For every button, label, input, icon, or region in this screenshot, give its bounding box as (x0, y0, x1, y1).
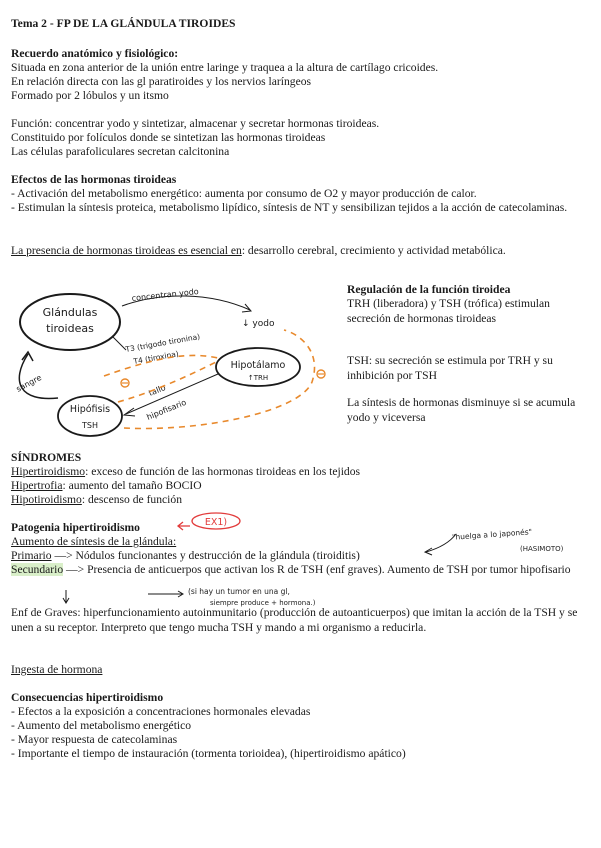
section-heading-efectos: Efectos de las hormonas tiroideas (11, 173, 177, 186)
sindrome-term: Hipertrofia (11, 479, 63, 492)
section-heading-consecuencias: Consecuencias hipertiroidismo (11, 691, 164, 704)
presencia-paragraph (11, 244, 571, 259)
section-heading-recuerdo: Recuerdo anatómico y fisiológico: (11, 47, 179, 60)
secundario-paragraph (11, 563, 595, 578)
aumento-line: Aumento de síntesis de la glándula: (11, 535, 177, 548)
text-paragraph: - Estimulan la síntesis proteica, metabolismo lipídico, síntesis de NT y sensibilizan tejidos a la acción de catecolaminas. (11, 201, 568, 214)
concentran-yodo-label: concentran yodo (131, 287, 200, 303)
feedback-loop-mid (104, 355, 218, 376)
ingesta-line: Ingesta de hormona (11, 663, 103, 676)
section-heading-regulacion: Regulación de la función tiroidea (347, 283, 511, 296)
tsh-label: TSH (82, 421, 98, 430)
tiroideas-label: tiroideas (46, 322, 94, 335)
list-item: - Importante el tiempo de instauración (tormenta torioidea), (hipertiroidismo apático) (11, 747, 406, 760)
section-heading-patogenia: Patogenia hipertiroidismo (11, 521, 140, 534)
text-line: En relación directa con las gl paratiroides y los nervios laríngeos (11, 75, 312, 88)
regulacion-paragraph: TRH (liberadora) y TSH (trófica) estimulan secreción de hormonas tiroideas (347, 297, 550, 325)
handwritten-note-huelga: "huelga a lo japonés" (451, 527, 533, 542)
hipofisis-node (58, 396, 122, 436)
handwritten-arrows (60, 588, 190, 608)
sindrome-desc: : aumento del tamaño BOCIO (62, 479, 202, 492)
text-line: Las células parafoliculares secretan calcitonina (11, 145, 230, 158)
handwritten-arrow (420, 530, 460, 556)
exam-badge-label: EX1) (204, 517, 228, 528)
t4-label: T4 (tiroxina) (132, 349, 180, 366)
sindrome-desc: : exceso de función de las hormonas tiroideas en los tejidos (85, 465, 361, 478)
thyroid-regulation-diagram (0, 282, 345, 447)
regulacion-paragraph: TSH: su secreción se estimula por TRH y su inhibición por TSH (347, 354, 553, 382)
sindrome-item (11, 479, 202, 494)
yodo-label: ↓ yodo (242, 319, 275, 329)
presencia-rest: : desarrollo cerebral, crecimiento y actividad metabólica. (241, 244, 506, 257)
sindrome-term: Hipotiroidismo (11, 493, 82, 506)
regulacion-paragraph: La síntesis de hormonas disminuye si se acumula yodo y viceversa (347, 396, 576, 424)
sindrome-item (11, 493, 182, 508)
secundario-text: —> Presencia de anticuerpos que activan los R de TSH (enf graves). Aumento de TSH por tumor hipofisario (63, 563, 571, 576)
handwritten-note-hasimoto: (HASIMOTO) (520, 545, 564, 553)
page-title: Tema 2 - FP DE LA GLÁNDULA TIROIDES (11, 17, 236, 30)
sindrome-term: Hipertiroidismo (11, 465, 86, 478)
arrow-t3 (112, 336, 126, 350)
primario-line (11, 549, 360, 564)
primario-text: —> Nódulos funcionantes y destrucción de la glándula (tiroiditis) (51, 549, 360, 562)
list-item: - Aumento del metabolismo energético (11, 719, 192, 732)
sindrome-desc: : descenso de función (81, 493, 182, 506)
text-line: Función: concentrar yodo y sintetizar, almacenar y secretar hormonas tiroideas. (11, 117, 380, 130)
text-line: - Activación del metabolismo energético: aumenta por consumo de O2 y mayor producción de calor. (11, 187, 477, 200)
trh-label: ↑TRH (247, 374, 269, 382)
list-item: - Efectos a la exposición a concentraciones hormonales elevadas (11, 705, 311, 718)
hipotalamo-label: Hipotálamo (230, 360, 286, 371)
t3-label: T3 (trigodo tironina) (124, 331, 201, 354)
hipofisario-label: hipofisario (145, 397, 188, 422)
presencia-label: La presencia de hormonas tiroideas es esencial en (11, 244, 242, 257)
tallo-label: tallo (147, 382, 167, 398)
arrowhead-icon (22, 352, 33, 361)
secundario-label: Secundario (11, 563, 64, 576)
sangre-label: sangre (14, 373, 44, 394)
section-heading-sindromes: SÍNDROMES (11, 451, 82, 464)
text-line: Formado por 2 lóbulos y un itsmo (11, 89, 169, 102)
list-item: - Mayor respuesta de catecolaminas (11, 733, 178, 746)
exam-badge (176, 510, 246, 534)
text-line: Situada en zona anterior de la unión entre laringe y traquea a la altura de cartílago cricoides. (11, 61, 439, 74)
graves-paragraph: Enf de Graves: hiperfuncionamiento autoinmunitario (producción de autoanticuerpos) que imitan la acción de la TSH y se unen a su receptor. Interpreto que tengo mucha TSH y mando a mi organismo a reducirla. (11, 606, 578, 634)
handwritten-note-tumor-2: siempre produce + hormona.) (210, 599, 316, 607)
hipofisis-label: Hipófisis (69, 404, 111, 415)
glandulas-label: Glándulas (42, 306, 98, 319)
sindrome-item (11, 465, 360, 480)
primario-label: Primario (11, 549, 52, 562)
handwritten-note-tumor-1: (si hay un tumor en una gl, (188, 587, 290, 596)
text-line: Constituido por folículos donde se sintetizan las hormonas tiroideas (11, 131, 326, 144)
